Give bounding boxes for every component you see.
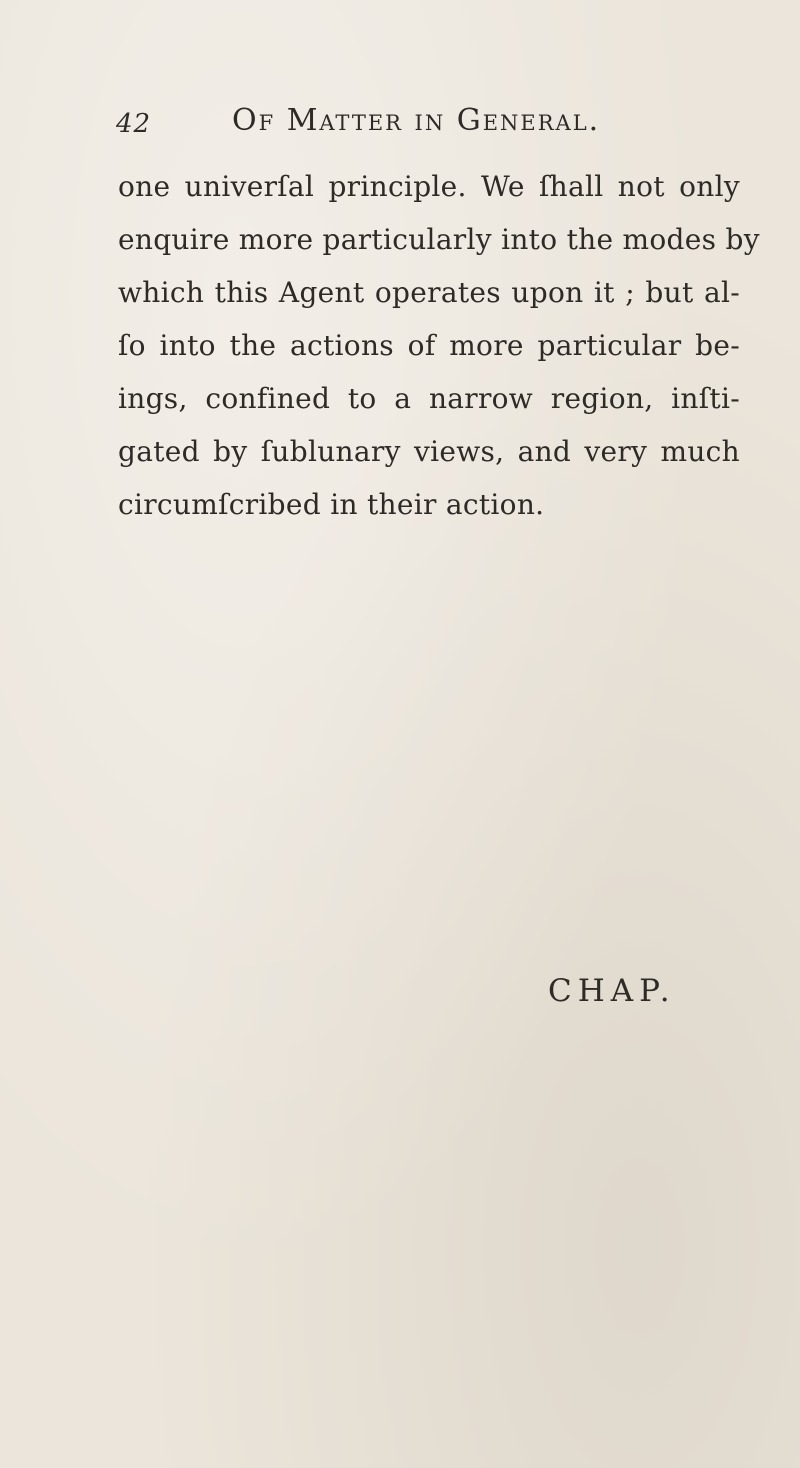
running-head — [116, 103, 756, 149]
page-number: 42 — [116, 109, 152, 139]
running-title: Of Matter in General. — [232, 103, 601, 138]
text-line: enquire more particularly into the modes by — [118, 223, 760, 256]
body-paragraph — [118, 160, 760, 531]
catchword: CHAP. — [548, 973, 676, 1009]
text-line: gated by ſublunary views, and very much — [118, 435, 740, 468]
text-line: which this Agent operates upon it ; but al- — [118, 276, 740, 309]
text-line: ings, confined to a narrow region, inſti- — [118, 382, 740, 415]
text-line: circumſcribed in their action. — [118, 488, 545, 521]
text-line: ſo into the actions of more particular be- — [118, 329, 740, 362]
text-line: one univerſal principle. We ſhall not only — [118, 170, 740, 203]
